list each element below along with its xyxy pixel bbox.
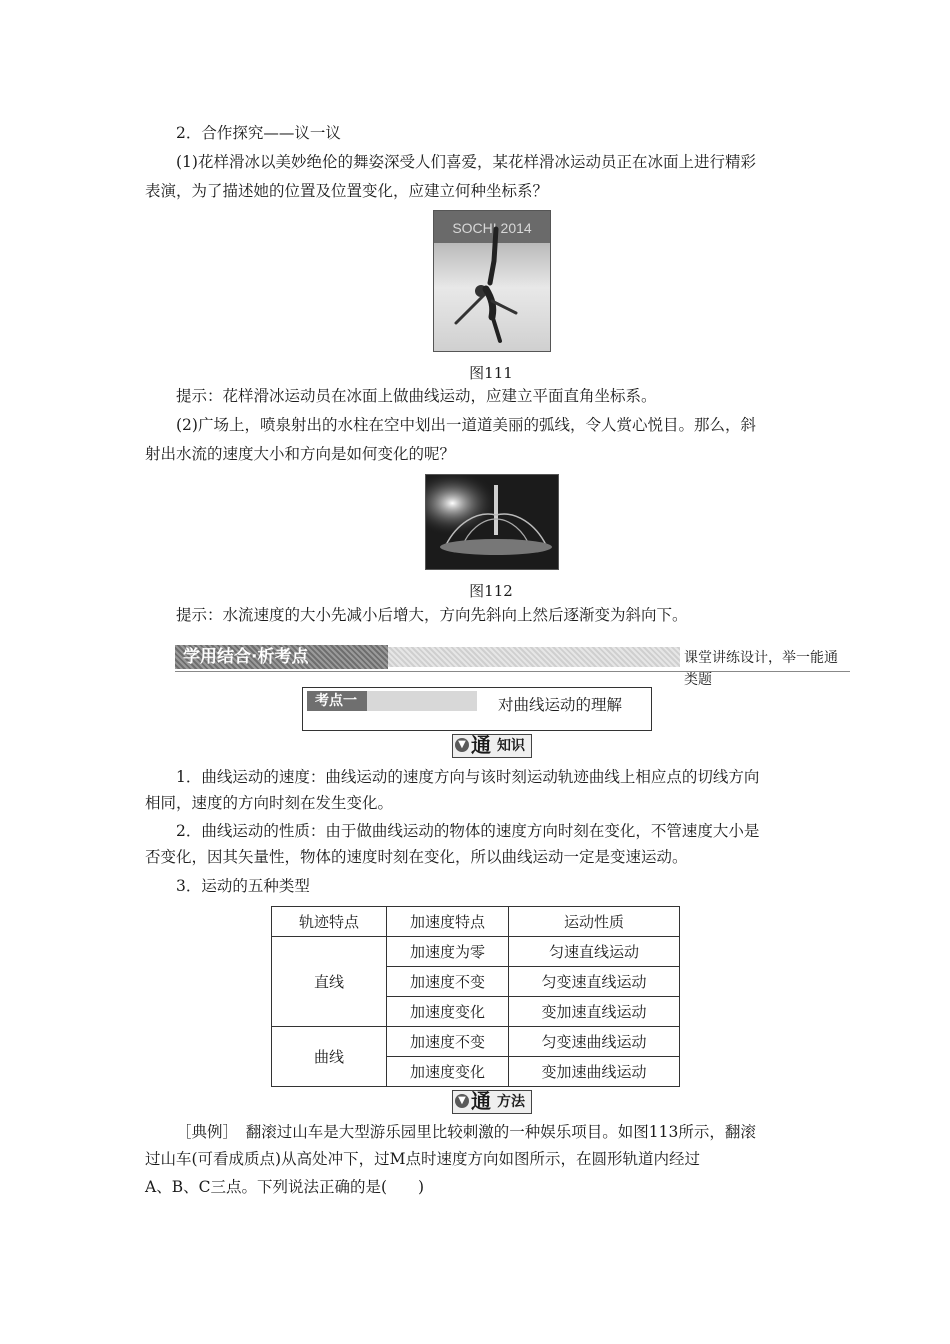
topic-box — [302, 687, 652, 731]
chevron-down-icon: ▼ — [455, 738, 469, 752]
topic-title: 对曲线运动的理解 — [498, 696, 623, 714]
method-pill-big: 通 — [471, 1089, 491, 1113]
table-cell: 匀速直线运动 — [509, 937, 680, 967]
knowledge-p2-line-2: 否变化，因其矢量性，物体的速度时刻在变化，所以曲线运动一定是变速运动。 — [145, 848, 688, 866]
topic-tag — [307, 691, 477, 711]
knowledge-pill-big: 通 — [471, 733, 491, 757]
topic-tag-label: 考点一 — [315, 693, 357, 709]
fountain-image — [426, 475, 558, 569]
table-cell: 匀变速曲线运动 — [509, 1027, 680, 1057]
table-cell: 加速度变化 — [387, 1057, 509, 1087]
hint-1: 提示：花样滑冰运动员在冰面上做曲线运动，应建立平面直角坐标系。 — [176, 387, 657, 405]
motion-types-table — [271, 906, 680, 1087]
table-cell-trajectory: 直线 — [272, 937, 387, 1027]
question-1-line-2: 表演，为了描述她的位置及位置变化，应建立何种坐标系？ — [145, 182, 549, 200]
table-row — [272, 1027, 680, 1057]
figure-112-caption: 图112 — [469, 582, 513, 600]
fountain-photo — [425, 474, 559, 570]
banner-subtitle: 课堂讲练设计，举一能通类题 — [680, 647, 850, 691]
table-cell: 匀变速直线运动 — [509, 967, 680, 997]
venue-sign: SOCHI 2014 — [452, 220, 532, 236]
banner-rule — [175, 671, 850, 672]
knowledge-p1-line-2: 相同，速度的方向时刻在发生变化。 — [145, 794, 394, 812]
example-line-1: ［典例］ 翻滚过山车是大型游乐园里比较刺激的一种娱乐项目。如图113所示，翻滚 — [176, 1123, 756, 1141]
section-banner — [175, 645, 850, 688]
table-header-row — [272, 907, 680, 937]
banner-title: 学用结合·析考点 — [175, 645, 388, 669]
table-cell: 加速度为零 — [387, 937, 509, 967]
table-cell: 变加速曲线运动 — [509, 1057, 680, 1087]
figure-skater-image — [434, 211, 550, 351]
table-cell: 变加速直线运动 — [509, 997, 680, 1027]
section-heading: 2．合作探究——议一议 — [176, 124, 341, 142]
question-2-line-1: (2)广场上，喷泉射出的水柱在空中划出一道道美丽的弧线，令人赏心悦目。那么，斜 — [176, 416, 756, 434]
table-cell: 加速度变化 — [387, 997, 509, 1027]
table-header-cell: 运动性质 — [509, 907, 680, 937]
figure-skater-photo — [433, 210, 551, 352]
knowledge-pill-small: 知识 — [497, 738, 525, 754]
method-pill — [452, 1090, 532, 1114]
table-row — [272, 937, 680, 967]
question-1-line-1: (1)花样滑冰以美妙绝伦的舞姿深受人们喜爱，某花样滑冰运动员正在冰面上进行精彩 — [176, 153, 756, 171]
knowledge-p3: 3．运动的五种类型 — [176, 877, 310, 895]
method-pill-small: 方法 — [497, 1094, 525, 1110]
table-cell-trajectory: 曲线 — [272, 1027, 387, 1087]
table-header-cell: 轨迹特点 — [272, 907, 387, 937]
hint-2: 提示：水流速度的大小先减小后增大，方向先斜向上然后逐渐变为斜向下。 — [176, 606, 688, 624]
table-header-cell: 加速度特点 — [387, 907, 509, 937]
knowledge-p2-line-1: 2．曲线运动的性质：由于做曲线运动的物体的速度方向时刻在变化，不管速度大小是 — [176, 822, 760, 840]
table-cell: 加速度不变 — [387, 1027, 509, 1057]
table-cell: 加速度不变 — [387, 967, 509, 997]
example-line-2: 过山车(可看成质点)从高处冲下，过M点时速度方向如图所示，在圆形轨道内经过 — [145, 1150, 700, 1168]
question-2-line-2: 射出水流的速度大小和方向是如何变化的呢？ — [145, 445, 456, 463]
example-line-3: A、B、C三点。下列说法正确的是( ) — [145, 1178, 425, 1196]
figure-111-caption: 图111 — [469, 364, 513, 382]
chevron-down-icon: ▼ — [455, 1094, 469, 1108]
knowledge-pill — [452, 734, 532, 758]
knowledge-p1-line-1: 1．曲线运动的速度：曲线运动的速度方向与该时刻运动轨迹曲线上相应点的切线方向 — [176, 768, 760, 786]
